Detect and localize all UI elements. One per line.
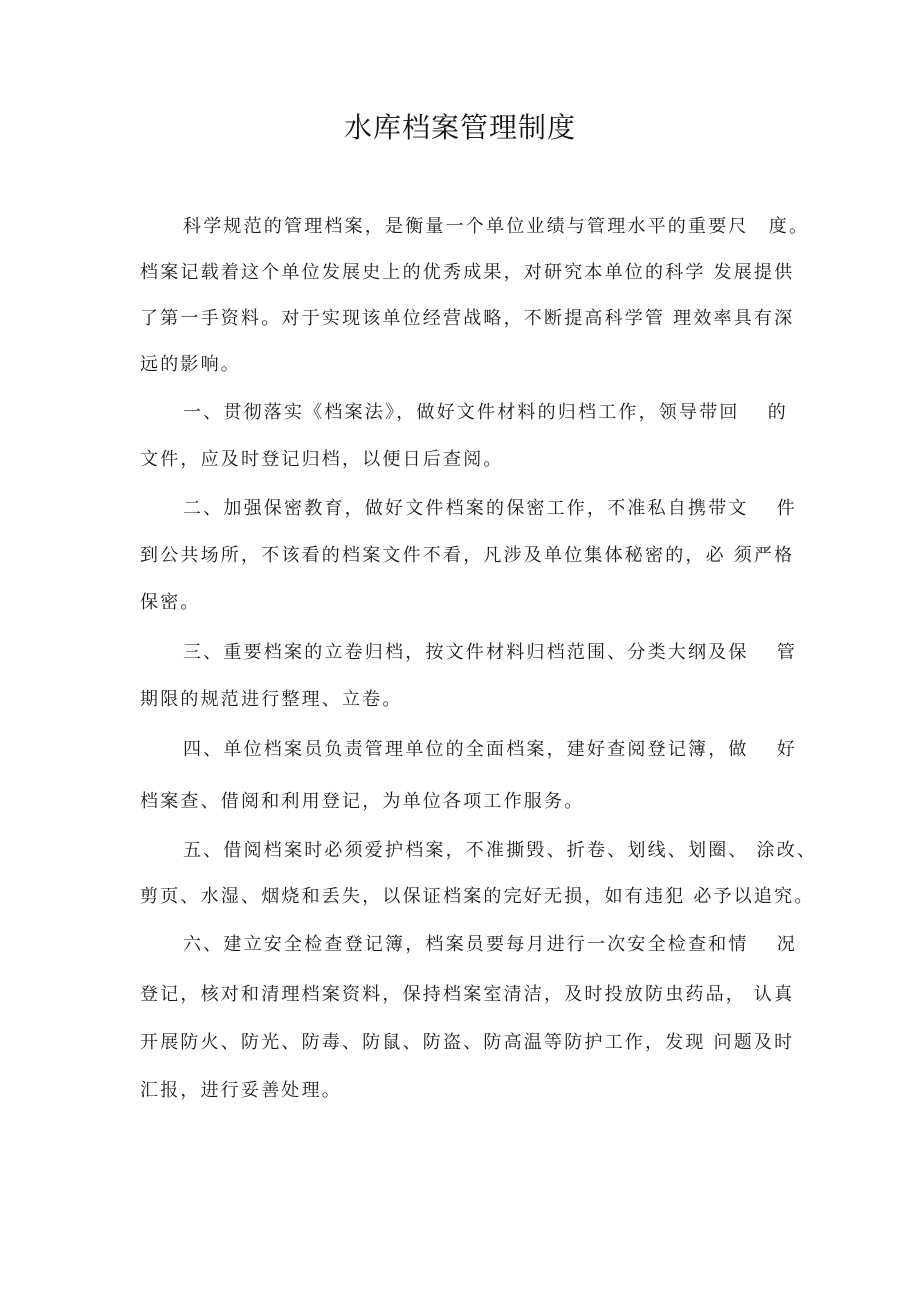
clause-3-line-1: 三、重要档案的立卷归档，按文件材料归档范围、分类大纲及保 管: [183, 642, 797, 663]
clause-2-line-2: 到公共场所，不该看的档案文件不看，凡涉及单位集体秘密的，必 须严格: [140, 545, 795, 566]
paragraph-intro-line-2: 档案记载着这个单位发展史上的优秀成果，对研究本单位的科学 发展提供: [140, 262, 795, 283]
paragraph-intro-line-4: 远的影响。: [140, 354, 241, 375]
clause-1-line-1: 一、贯彻落实《档案法》，做好文件材料的归档工作，领导带回 的: [183, 402, 788, 423]
clause-6-line-3: 开展防火、防光、防毒、防鼠、防盗、防高温等防护工作，发现 问题及时: [140, 1032, 795, 1053]
paragraph-intro-line-1: 科学规范的管理档案，是衡量一个单位业绩与管理水平的重要尺 度。: [183, 216, 810, 237]
clause-2-line-1: 二、加强保密教育，做好文件档案的保密工作，不准私自携带文 件: [183, 498, 797, 519]
clause-6-line-2: 登记，核对和清理档案资料，保持档案室清洁，及时投放防虫药品， 认真: [140, 984, 795, 1005]
clause-4-line-2: 档案查、借阅和利用登记，为单位各项工作服务。: [140, 791, 585, 812]
clause-3-line-2: 期限的规范进行整理、立卷。: [140, 689, 403, 710]
document-title: 水库档案管理制度: [343, 111, 576, 144]
clause-6-line-4: 汇报，进行妥善处理。: [140, 1080, 342, 1101]
paragraph-intro-line-3: 了第一手资料。对于实现该单位经营战略，不断提高科学管 理效率具有深: [140, 308, 795, 329]
clause-1-line-2: 文件，应及时登记归档，以便日后查阅。: [140, 449, 504, 470]
clause-5-line-1: 五、借阅档案时必须爱护档案，不准撕毁、折卷、划线、划圈、 涂改、: [183, 840, 818, 861]
clause-5-line-2: 剪页、水湿、烟烧和丢失，以保证档案的完好无损，如有违犯 必予以追究。: [140, 886, 815, 907]
clause-4-line-1: 四、单位档案员负责管理单位的全面档案，建好查阅登记簿，做 好: [183, 739, 797, 760]
clause-6-line-1: 六、建立安全检查登记簿，档案员要每月进行一次安全检查和情 况: [183, 934, 797, 955]
clause-2-line-3: 保密。: [140, 592, 201, 613]
